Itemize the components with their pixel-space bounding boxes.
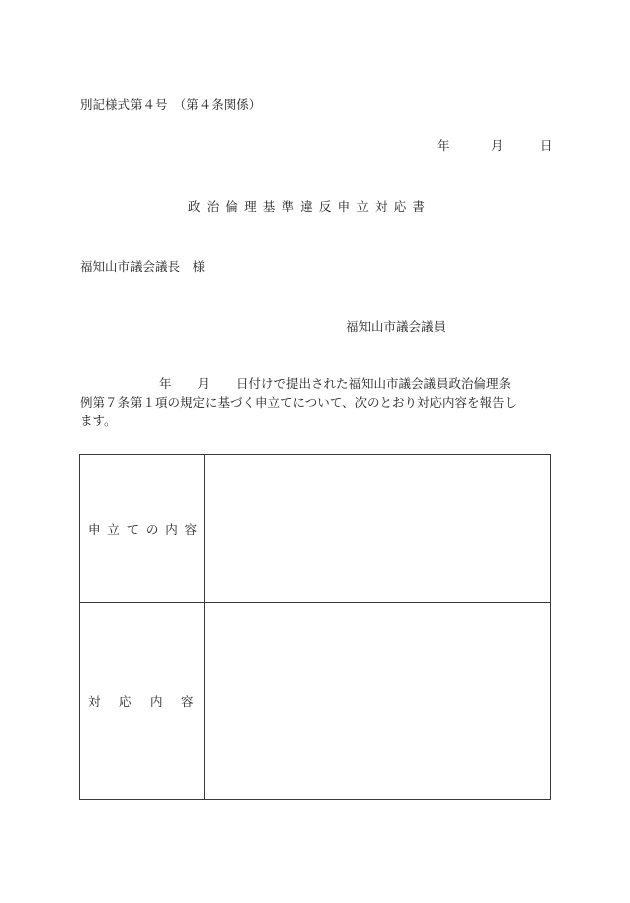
form-number: 別記様式第４号 （第４条関係）: [80, 97, 262, 112]
body-line-1: [80, 375, 552, 394]
request-content-cell[interactable]: [205, 455, 551, 603]
addressee: 福知山市議会議長 様: [80, 259, 206, 274]
response-content-label-cell: [80, 603, 205, 800]
request-content-label-cell: [80, 455, 205, 603]
response-label-char: 容: [181, 694, 194, 709]
date-month-label: 月: [491, 138, 504, 153]
response-label-char: 内: [150, 694, 163, 709]
table-row-response: [80, 603, 551, 800]
body-month-label: 月: [197, 376, 211, 391]
body-line-2: 例第７条第１項の規定に基づく申立てについて、次のとおり対応内容を報告し: [80, 394, 518, 410]
response-label-char: 対: [88, 694, 101, 709]
date-year-label: 年: [437, 138, 450, 153]
response-label-char: 応: [119, 694, 132, 709]
sender: 福知山市議会議員: [346, 319, 447, 334]
body-line-3: ます。: [80, 413, 117, 428]
body-year-label: 年: [159, 376, 172, 391]
report-table: [79, 454, 551, 800]
date-day-label: 日: [540, 138, 553, 153]
request-content-label: 申立ての内容: [88, 521, 204, 537]
body-line-1-text: 日付けで提出された福知山市議会議員政治倫理条: [236, 376, 512, 391]
document-title: 政治倫理基準違反申立対応書: [188, 199, 432, 214]
body-text: [80, 375, 552, 431]
response-content-cell[interactable]: [205, 603, 551, 800]
table-row-request: [80, 455, 551, 603]
response-content-label: [88, 692, 194, 710]
